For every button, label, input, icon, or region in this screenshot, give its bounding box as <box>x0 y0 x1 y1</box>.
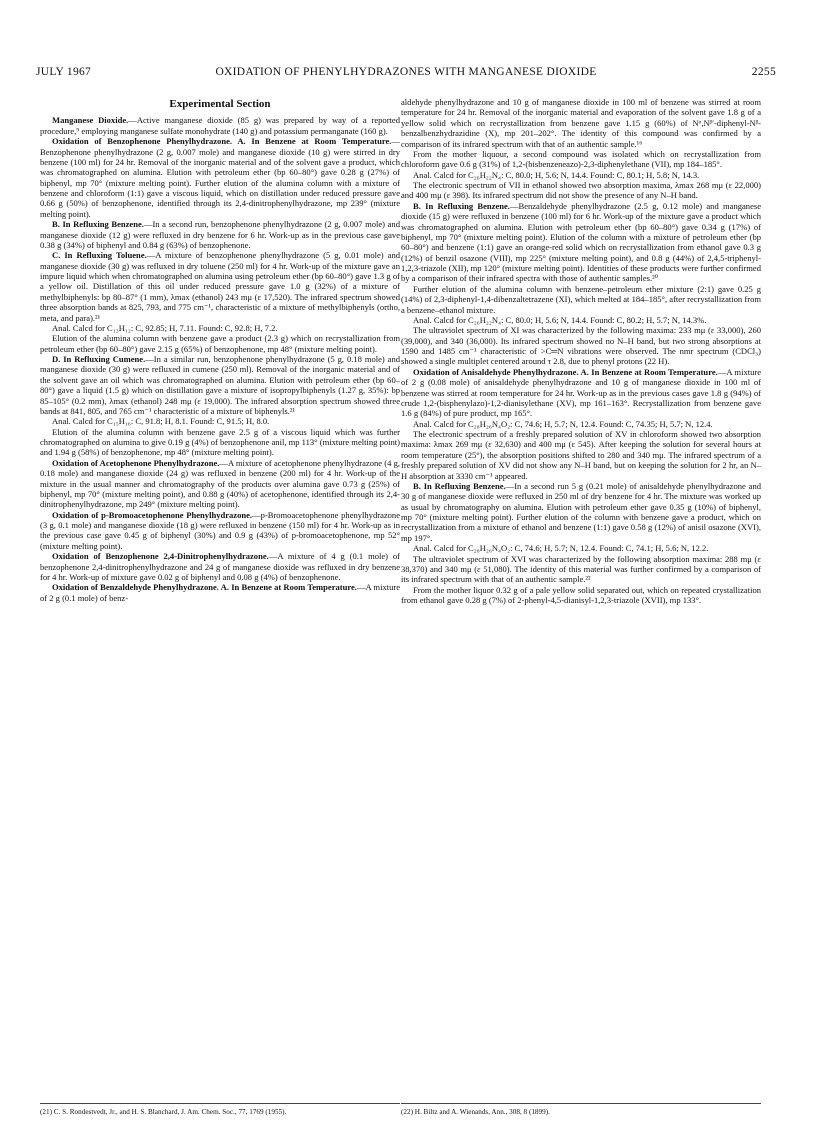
paragraph <box>40 354 400 416</box>
right-column <box>401 97 761 605</box>
header-date: JULY 1967 <box>36 66 92 78</box>
paragraph-text: —Active manganese dioxide (85 g) was prepared by way of a reported procedure,⁹ employing manganese sulfate monohydrate (140 g) and potassium permanganate (160 g). <box>40 115 400 136</box>
paragraph-text: —Benzophenone phenylhydrazone (2 g, 0.007 mole) and manganese dioxide (10 g) were stirred in dry benzene (100 ml) for 24 hr. Removal of the inorganic material and of the solvent gave a product, which was chromatographed on alumina. Elution with petroleum ether (bp 60–80°) gave 0.28 g (27%) of biphenyl, mp 70° (mixture melting point). Further elution of the alumina column with a mixture of benzene and chloroform (1:1) gave a viscous liquid, which on distillation under reduced pressure gave 0.66 g (50%) of benzophenone, identified through its 2,4-dinitrophenylhydrazone, mp 239° (mixture melting point). <box>40 136 400 219</box>
paragraph-heading: Manganese Dioxide. <box>52 115 129 126</box>
analysis-line: Anal. Calcd for C₂₆H₂₂N₄: C, 80.0; H, 5.6; N, 14.4. Found: C, 80.2; H, 5.7; N, 14.3%. <box>413 314 707 325</box>
paragraph: Elution of the alumina column with benzene gave 2.5 g of a viscous liquid which was further chromatographed on alumina to give 0.19 g (4%) of benzophenone anil, mp 113° (mixture melting point) and 1.94 g (58%) of benzophenone, mp 48° (mixture melting point). <box>40 426 400 458</box>
paragraph: The electronic spectrum of VII in ethanol showed two absorption maxima, λmax 268 mμ (ε 22,000) and 400 mμ (ε 398). Its infrared spectrum did not show the presence of any N–H band. <box>401 180 761 201</box>
paragraph-heading: Oxidation of Benzaldehyde Phenylhydrazone. A. In Benzene at Room Temperature. <box>52 582 357 593</box>
paragraph <box>40 510 400 552</box>
paragraph-heading: Oxidation of Anisaldehyde Phenylhydrazone. A. In Benzene at Room Temperature. <box>413 366 718 377</box>
paragraph <box>40 458 400 510</box>
paragraph: Elution of the alumina column with benzene gave a product (2.3 g) which on recrystallization from petroleum ether (bp 60–80°) gave 2.15 g (65%) of benzophenone, mp 48° (mixture melting point). <box>40 333 400 354</box>
header-title: OXIDATION OF PHENYLHYDRAZONES WITH MANGANESE DIOXIDE <box>215 66 597 78</box>
footnote-22: (22) H. Biltz and A. Wienands, Ann., 308, 8 (1899). <box>401 1103 761 1117</box>
left-column <box>40 95 400 603</box>
paragraph-text: —In a similar run, benzophenone phenylhydrazone (5 g, 0.18 mole) and manganese dioxide (30 g) were refluxed in cumene (250 ml). Removal of the inorganic material and of the solvent gave an oil which was chromatographed on alumina. Elution with petroleum ether (bp 60–80°) gave a liquid (1.5 g) which on distillation gave a mixture of isopropylbiphenyls (1.27 g, 35%): bp 85–105° (0.2 mm), λmax (ethanol) 248 mμ (ε 19,000). The infrared absorption spectrum showed three bands at 841, 805, and 765 cm⁻¹ characteristic of a mixture of biphenyls.²¹ <box>40 354 401 416</box>
running-header <box>36 66 776 84</box>
paragraph-heading: B. In Refluxing Benzene. <box>413 200 510 211</box>
paragraph-heading: Oxidation of Acetophenone Phenylhydrazone. <box>52 457 220 468</box>
paragraph-text: —A mixture of benzophenone phenylhydrazone (5 g, 0.01 mole) and manganese dioxide (30 g) was refluxed in dry toluene (250 ml) for 4 hr. Work-up of the mixture gave an impure liquid which when chromatographed on alumina using petroleum ether (bp 60–80°) gave 1.3 g of a yellow oil. Distillation of this oil under reduced pressure gave 1.0 g (32%) of a mixture of methylbiphenyls: bp 80–87° (1 mm), λmax (ethanol) 243 mμ (ε 17,520). The infrared spectrum showed three absorption bands at 825, 793, and 775 cm⁻¹, characteristic of a mixture of methylbiphenyls (ortho, meta, and para).²¹ <box>40 250 400 323</box>
paragraph <box>401 201 761 284</box>
paragraph-heading: B. In Refluxing Benzene. <box>413 480 506 491</box>
analysis-line: Anal. Calcd for C₂₈H₂₆N₄O₂: C, 74.6; H, 5.7; N, 12.4. Found: C, 74.1; H, 5.6; N, 12.2. <box>413 543 709 554</box>
page-number: 2255 <box>751 66 776 78</box>
paragraph-heading: C. In Refluxing Toluene. <box>52 250 147 261</box>
paragraph <box>401 481 761 543</box>
paragraph-heading: Oxidation of p-Bromoacetophenone Phenylhydrazone. <box>52 509 253 520</box>
paragraph <box>40 250 400 323</box>
paragraph: From the mother liquour, a second compound was isolated which on recrystallization from chloroform gave 0.6 g (31%) of 1,2-(bisbenzeneazo)-2,3-diphenylethane (VII), mp 184–185°. <box>401 148 761 170</box>
paragraph-text: —A mixture of 4 g (0.1 mole) of benzophenone 2,4-dinitrophenylhydrazone and 24 g of manganese dioxide was refluxed in dry benzene for 4 hr. Work-up of mixture gave 0.02 g of biphenyl and 0.08 g (4%) of benzophenone. <box>40 551 400 582</box>
paragraph <box>40 551 400 582</box>
paragraph <box>401 367 761 419</box>
paragraph-text: —A mixture of acetophenone phenylhydrazone (4 g, 0.18 mole) and manganese dioxide (24 g) was refluxed in benzene (200 ml) for 4 hr. Work-up of the mixture in the usual manner and chromatography of the products over alumina gave 0.73 g (25%) of biphenyl, mp 70° (mixture melting point), and 0.88 g (40%) of acetophenone, identified through its 2,4-dinitrophenylhydrazone, mp 249° (mixture melting point). <box>40 457 400 510</box>
analysis-line: Anal. Calcd for C₁₃H₁₂: C, 92.85; H, 7.11. Found: C, 92.8; H, 7.2. <box>52 322 278 333</box>
paragraph: aldehyde phenylhydrazone and 10 g of manganese dioxide in 100 ml of benzene was stirred at room temperature for 24 hr. Removal of the inorganic material and evaporation of the solvent gave 1.8 g of a yellow solid which on recrystallization from benzene gave 1.15 g (60%) of Nᵅ,Nᵝ′-diphenyl-Nᵝ-benzalbenzhydrazidine (X), mp 201–202°. The identity of this compound was confirmed by a comparison of its infrared spectrum with that of an authentic sample.¹⁶ <box>401 97 761 149</box>
section-title: Experimental Section <box>169 98 271 110</box>
footnote-21: (21) C. S. Rondestvedt, Jr., and H. S. Blanchard, J. Am. Chem. Soc., 77, 1769 (1955). <box>40 1103 400 1117</box>
paragraph-heading: Oxidation of Benzophenone Phenylhydrazone. A. In Benzene at Room Temperature. <box>52 136 392 147</box>
paragraph-heading: B. In Refluxing Benzene. <box>52 219 144 230</box>
analysis-line: Anal. Calcd for C₂₆H₂₂N₄: C, 80.0; H, 5.6; N, 14.4. Found: C, 80.1; H, 5.8; N, 14.3. <box>413 169 700 180</box>
paragraph-heading: Oxidation of Benzophenone 2,4-Dinitrophenylhydrazone. <box>52 551 269 562</box>
paragraph-text: —Benzaldehyde phenylhydrazone (2.5 g, 0.12 mole) and manganese dioxide (15 g) were refluxed in benzene (100 ml) for 6 hr. Work-up of the mixture gave a product which was chromatographed on alumina. Elution with petroleum ether (bp 60–80°) gave 0.34 g (17%) of biphenyl, mp 70° (mixture melting point). Elution of the column with a mixture of petroleum ether (bp 60–80°) and benzene (1:1) gave an orange-red solid which on recrystallization from ethanol gave 0.3 g (12%) of benzil osazone (VIII), mp 225° (mixture melting point), and 0.8 g (44%) of 2,4,5-triphenyl-1,2,3-triazole (XII), mp 120° (mixture melting point). Identities of these products were further confirmed by a comparison of their infrared spectra with those of authentic samples.²⁰ <box>401 200 761 284</box>
paragraph-text: —A mixture of 2 g (0.1 mole) of benz- <box>40 582 401 603</box>
paragraph <box>40 115 400 136</box>
paragraph-text: —In a second run 5 g (0.21 mole) of anisaldehyde phenylhydrazone and 30 g of manganese dioxide were refluxed in 250 ml of dry benzene for 4 hr. The mixture was worked up as usual by chromatography on alumina. Elution with petroleum ether gave 0.35 g (10%) of biphenyl, mp 70° (mixture melting point). Further elution of the column with benzene gave a product, which on recrystallization from a mixture of ethanol and benzene (1:1) gave 0.58 g (12%) of anisil osazone (XVI), mp 197°. <box>401 480 761 543</box>
paragraph-text: —p-Bromoacetophenone phenylhydrazone (3 g, 0.1 mole) and manganese dioxide (18 g) were refluxed in benzene (150 ml) for 4 hr. Work-up as in the previous case gave 0.45 g of biphenyl (30%) and 0.9 g (43%) of p-bromoacetophenone, mp 52° (mixture melting point). <box>40 509 401 551</box>
paragraph-heading: D. In Refluxing Cumene. <box>52 354 146 364</box>
paragraph <box>40 219 400 250</box>
paragraph: The ultraviolet spectrum of XVI was characterized by the following absorption maxima: 288 mμ (ε 38,370) and 340 mμ (ε 51,080). The identity of this material was further confirmed by a comparison of its infrared spectrum with that of an authentic sample.²² <box>401 553 761 585</box>
analysis-line: Anal. Calcd for C₁₅H₁₆: C, 91.8; H, 8.1. Found: C, 91.5; H, 8.0. <box>52 416 270 427</box>
paragraph <box>40 582 400 603</box>
paragraph: The electronic spectrum of a freshly prepared solution of XV in chloroform showed two absorption maxima: λmax 269 mμ (ε 32,630) and 400 mμ (ε 545). After keeping the solution for several hours at room temperature (25°), the absorption positions shifted to 280 and 340 mμ. The infrared spectrum of a freshly prepared solution of XV did not show any N–H band, but on keeping the solution for 2 hr, an N–H absorption at 3330 cm⁻¹ appeared. <box>401 429 761 481</box>
paragraph <box>40 136 400 219</box>
analysis-line: Anal. Calcd for C₂₈H₂₆N₄O₂: C, 74.6; H, 5.7; N, 12.4. Found: C, 74.35; H, 5.7; N, 12.4. <box>413 418 713 429</box>
paragraph: Further elution of the alumina column with benzene–petroleum ether mixture (2:1) gave 0.25 g (14%) of 2,3-diphenyl-1,4-dibenzaltetrazene (XI), which melted at 184–185°, after recrystallization from a benzene–ethanol mixture. <box>401 283 761 315</box>
paragraph: From the mother liquor 0.32 g of a pale yellow solid separated out, which on repeated crystallization from ethanol gave 0.28 g (7%) of 2-phenyl-4,5-dianisyl-1,2,3-triazole (XVII), mp 133°. <box>401 584 761 605</box>
paragraph-text: —A mixture of 2 g (0.08 mole) of anisaldehyde phenylhydrazone and 10 g of manganese dioxide in 100 ml of benzene was stirred at room temperature for 24 hr. Work-up as in the previous cases gave 1.8 g (94%) of crude 1,2-(bisphenylazo)-1,2-dianisylethane (XV), mp 161–163°. Recrystallization from benzene gave 1.6 g (84%) of pure product, mp 165°. <box>401 366 762 419</box>
paragraph: The ultraviolet spectrum of XI was characterized by the following maxima: 233 mμ (ε 33,000), 260 (39,000), and 340 (36,000). Its infrared spectrum showed no N–H band, but two strong absorptions at 1590 and 1485 cm⁻¹ characteristic of >C═N vibrations were observed. The nmr spectrum (CDCl₃) showed a single multiplet centered around τ 2.8, due to phenyl protons (22 H). <box>401 325 761 367</box>
paragraph-text: —In a second run, benzophenone phenylhydrazone (2 g, 0.007 mole) and manganese dioxide (12 g) were refluxed in dry benzene for 6 hr. Work-up as in the previous case gave 0.38 g (34%) of biphenyl and 0.84 g (63%) of benzophenone. <box>40 219 400 250</box>
